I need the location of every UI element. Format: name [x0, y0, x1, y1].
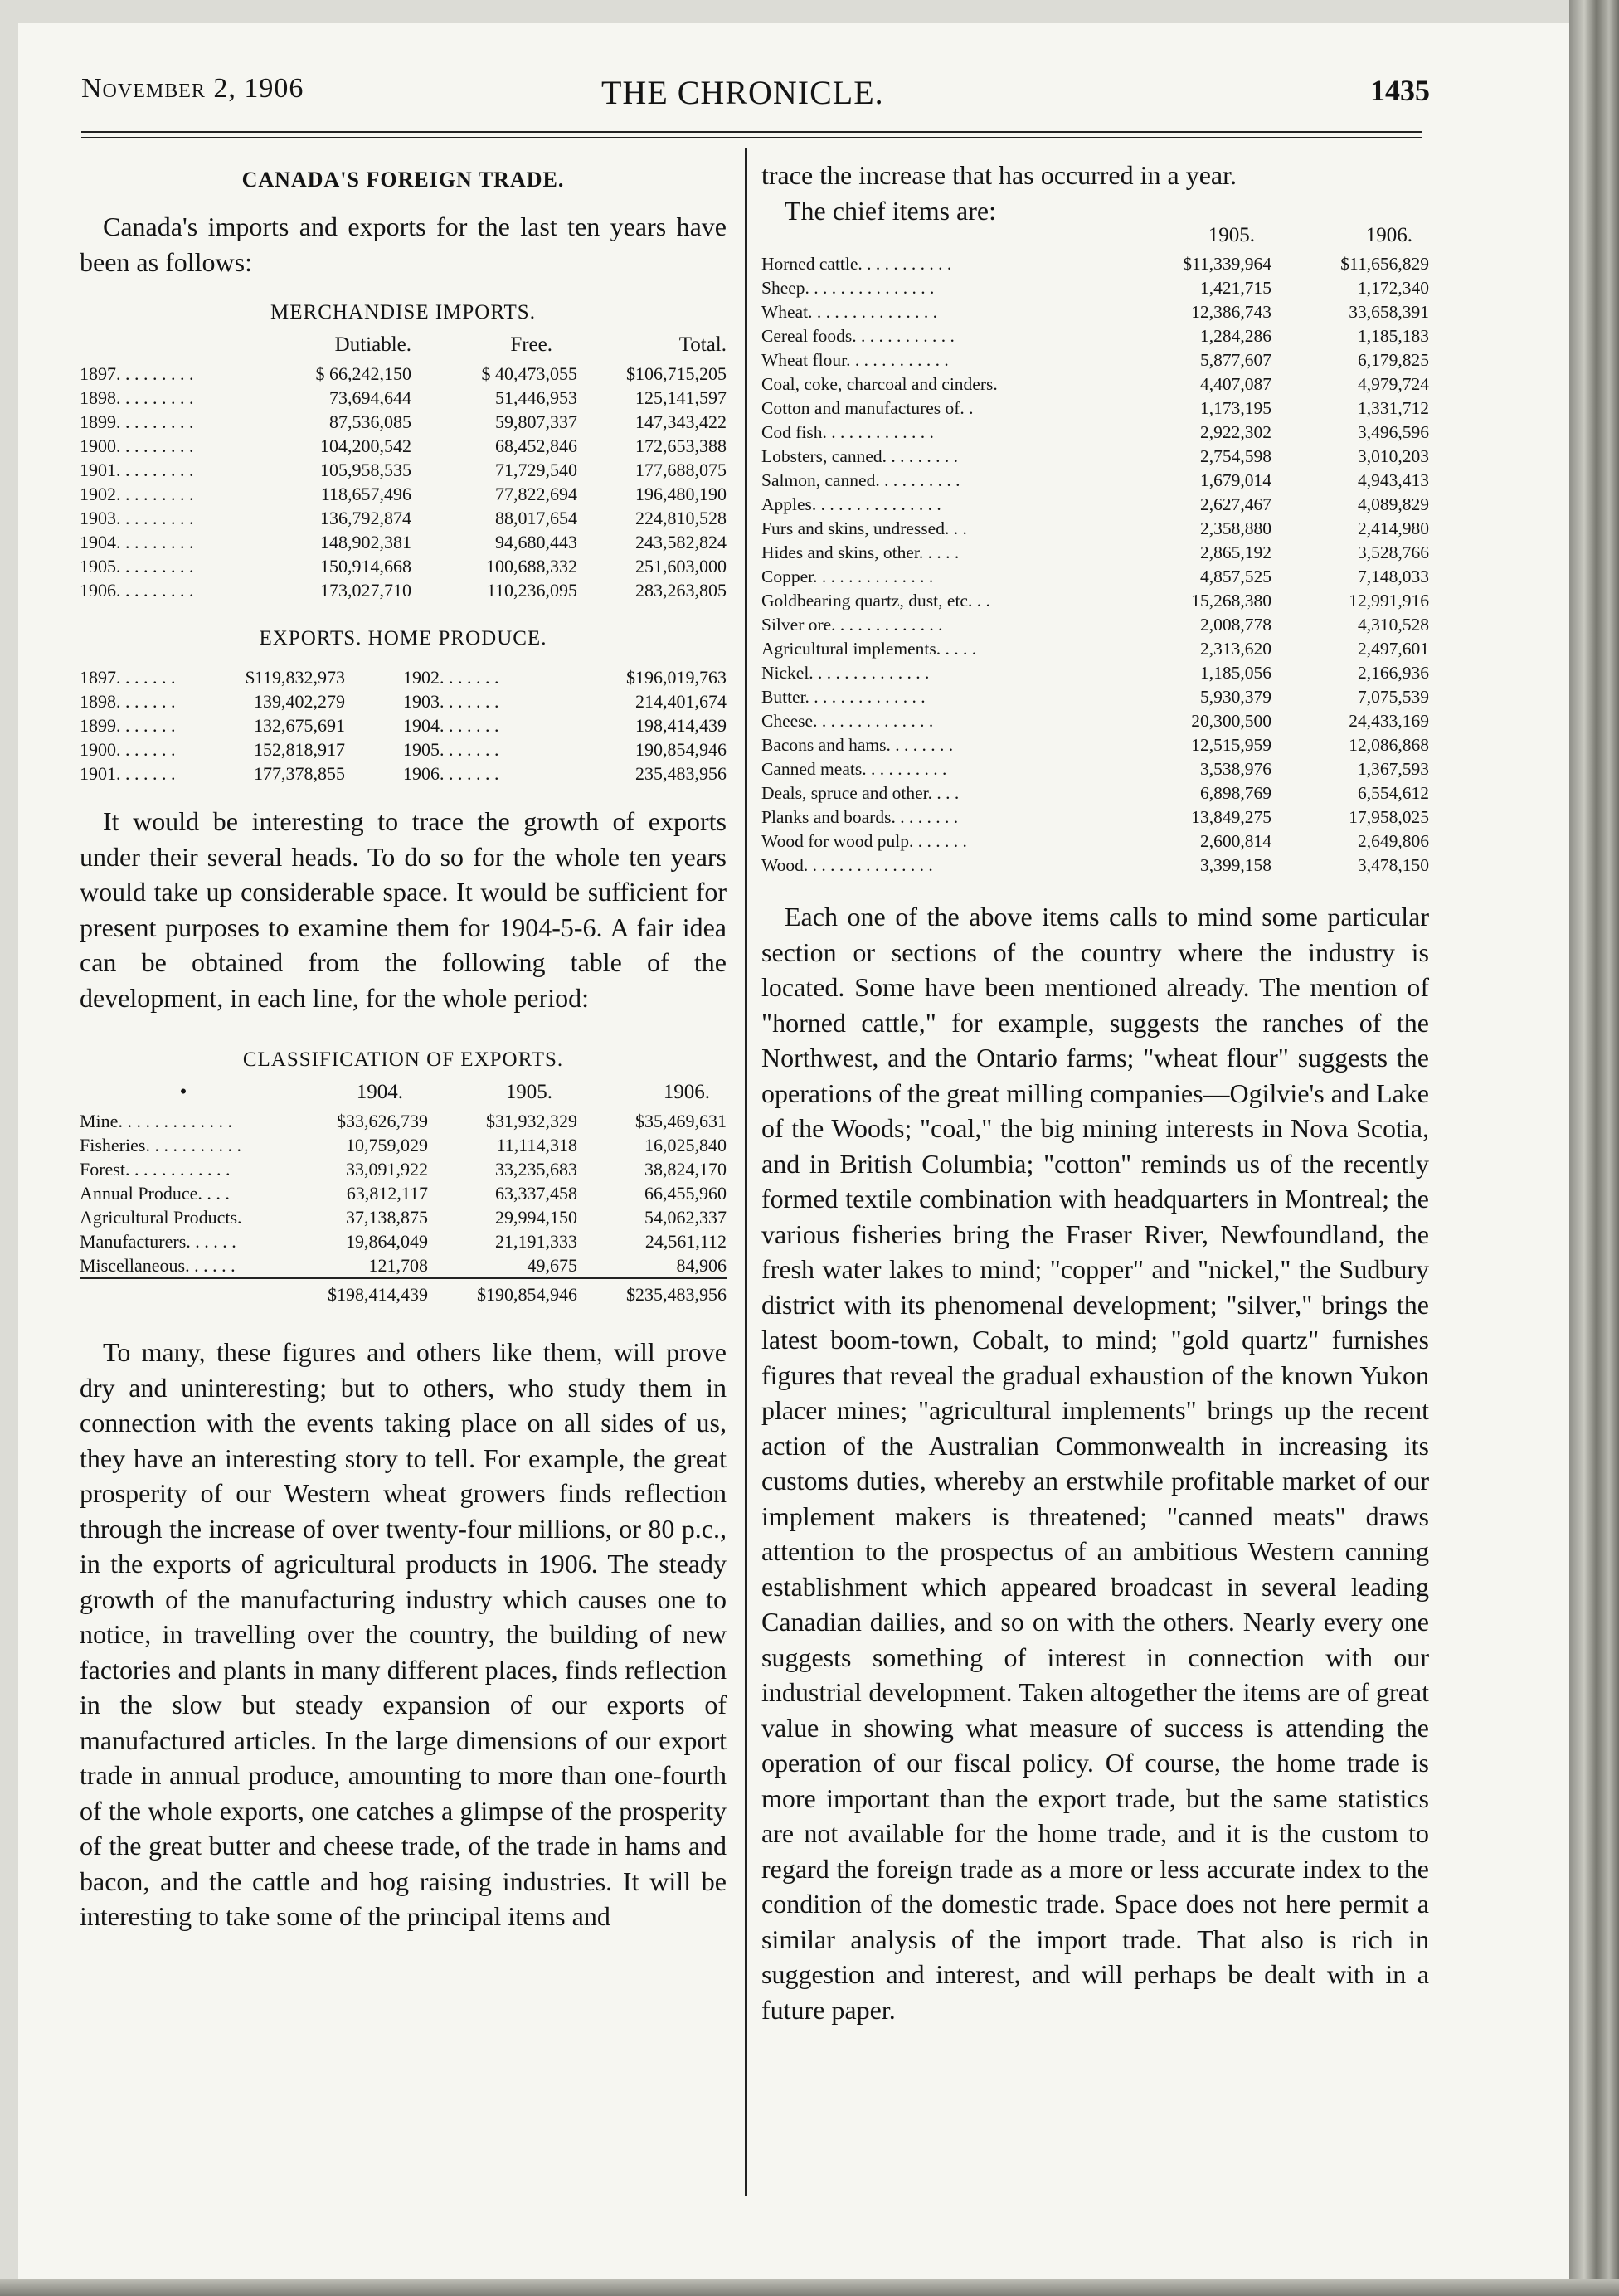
- items-row-label: Salmon, canned. . . . . . . . . .: [761, 470, 960, 490]
- items-row: [761, 854, 1429, 878]
- items-row-label: Wood for wood pulp. . . . . . .: [761, 831, 967, 851]
- imports-row: [80, 554, 727, 578]
- exports-row-v2: 190,854,946: [635, 739, 727, 760]
- imports-row-total: 251,603,000: [635, 556, 727, 576]
- page-bottom-edge: [0, 2279, 1619, 2296]
- items-row-label: Cod fish. . . . . . . . . . . . .: [761, 422, 934, 442]
- imports-row-dutiable: 87,536,085: [329, 411, 411, 432]
- imports-row: [80, 578, 727, 602]
- items-row-label: Wheat flour. . . . . . . . . . . .: [761, 350, 949, 370]
- exports-row-v2: $196,019,763: [626, 667, 727, 688]
- items-row-v2: 24,433,169: [1349, 711, 1429, 731]
- items-row-v2: 4,089,829: [1358, 494, 1429, 514]
- paragraph-items-discussion: Each one of the above items calls to mind some particular section or sections of the country where the industry is located. Some have been mentioned already. The mention of "horned cattle," for example, suggests the ranches of the Northwest, and the Ontario farms; "wheat flour" suggests the operations of the great milling companies—Ogilvie's and Lake of the Woods; "coal," the big mining interests in Nova Scotia, and in British Columbia; "cotton" reminds us of the recently formed textile combination with headquarters in Montreal; the various fisheries bring the Fraser River, Newfoundland, the fresh water lakes to mind; "copper" and "nickel," the Sudbury district with its phenomenal development; "silver," brings the latest boom-town, Cobalt, to mind; "gold quartz" furnishes figures that reveal the gradual exhaustion of the known Yukon placer mines; "agricultural implements" brings up the recent action of the Australian Commonwealth in increasing its customs duties, whereby an erstwhile profitable market of our implement makers is threatened; "canned meats" draws attention to the prospectus of an ambitious Western canning establishment which appeared broadcast in several leading Canadian dailies, and so on with the others. Nearly every one suggests something of interest in connection with our industrial development. Taken altogether the items are of great value in showing what measure of success is attending the operation of our fiscal policy. Of course, the home trade is more important than the export trade, but the same statistics are not available for the home trade, and it is the custom to regard the foreign trade as a more or less accurate index to the condition of the domestic trade. Space does not here permit a similar analysis of the import trade. That also is rich in suggestion and interest, and will perhaps be dealt with in a future paper.: [761, 902, 1429, 2025]
- classification-row-c3: 84,906: [676, 1255, 727, 1276]
- paragraph-continued: trace the increase that has occurred in a year.: [761, 160, 1237, 190]
- imports-row: [80, 458, 727, 482]
- classification-row-c2: 21,191,333: [495, 1231, 577, 1252]
- items-row-v1: $11,339,964: [1183, 254, 1271, 274]
- classification-heading: CLASSIFICATION OF EXPORTS.: [242, 1048, 564, 1071]
- items-row-v2: 12,086,868: [1349, 735, 1429, 755]
- imports-row-dutiable: $ 66,242,150: [315, 363, 411, 384]
- items-row-label: Sheep. . . . . . . . . . . . . . .: [761, 278, 935, 298]
- items-row: [761, 805, 1429, 829]
- imports-row-free: 94,680,443: [495, 532, 577, 552]
- classification-col-1905: 1905.: [505, 1081, 552, 1103]
- exports-row-y1: 1897. . . . . . .: [80, 667, 176, 688]
- items-row: [761, 421, 1429, 445]
- classification-row: [80, 1133, 727, 1157]
- items-col-1906: 1906.: [1365, 224, 1412, 246]
- imports-table: [80, 333, 727, 602]
- header-date: November 2, 1906: [81, 73, 304, 104]
- imports-row-total: 243,582,824: [635, 532, 727, 552]
- classification-row-label: Manufacturers. . . . . .: [80, 1231, 236, 1252]
- items-row-label: Hides and skins, other. . . . .: [761, 542, 960, 562]
- classification-row-c2: 11,114,318: [496, 1135, 577, 1155]
- items-row-v2: 33,658,391: [1349, 302, 1429, 322]
- imports-col-dutiable: Dutiable.: [334, 333, 411, 356]
- imports-row-year: 1899. . . . . . . . .: [80, 411, 194, 432]
- items-row-v1: 15,268,380: [1191, 591, 1271, 610]
- items-row: [761, 396, 1429, 421]
- items-col-1905: 1905.: [1208, 224, 1255, 246]
- items-row-label: Butter. . . . . . . . . . . . . .: [761, 687, 926, 707]
- items-row: [761, 469, 1429, 493]
- items-row-label: Deals, spruce and other. . . .: [761, 783, 960, 803]
- imports-row-total: 196,480,190: [635, 484, 727, 504]
- items-row: [761, 829, 1429, 854]
- items-row-v2: 3,528,766: [1358, 542, 1429, 562]
- items-row-v2: 2,497,601: [1358, 639, 1429, 659]
- imports-row-free: 100,688,332: [486, 556, 577, 576]
- items-row-label: Coal, coke, charcoal and cinders.: [761, 374, 998, 394]
- classification-row-c3: 66,455,960: [644, 1183, 727, 1204]
- items-row-v1: 5,877,607: [1200, 350, 1271, 370]
- items-row-v1: 4,407,087: [1200, 374, 1271, 394]
- exports-row-y2: 1905. . . . . . .: [403, 739, 499, 760]
- items-row: [761, 493, 1429, 517]
- classification-row: [80, 1205, 727, 1229]
- intro-paragraph: Canada's imports and exports for the last ten years have been as follows:: [80, 212, 727, 277]
- imports-row-total: $106,715,205: [626, 363, 727, 384]
- imports-row-total: 224,810,528: [635, 508, 727, 528]
- items-row-v2: 12,991,916: [1349, 591, 1429, 610]
- items-row-v1: 2,008,778: [1200, 615, 1271, 635]
- items-row-v2: 2,649,806: [1358, 831, 1429, 851]
- items-row-v1: 20,300,500: [1191, 711, 1271, 731]
- items-row-v1: 2,358,880: [1200, 518, 1271, 538]
- items-row: [761, 661, 1429, 685]
- imports-row-dutiable: 150,914,668: [320, 556, 411, 576]
- imports-row-free: 59,807,337: [495, 411, 577, 432]
- items-row-v1: 12,386,743: [1191, 302, 1271, 322]
- classification-row-c1: 19,864,049: [346, 1231, 428, 1252]
- exports-row-y1: 1898. . . . . . .: [80, 691, 176, 712]
- items-row-label: Cheese. . . . . . . . . . . . . .: [761, 711, 934, 731]
- imports-row-year: 1900. . . . . . . . .: [80, 435, 194, 456]
- items-row-label: Canned meats. . . . . . . . . .: [761, 759, 947, 779]
- items-row-label: Goldbearing quartz, dust, etc. . .: [761, 591, 990, 610]
- classification-total-1904: $198,414,439: [287, 1278, 428, 1306]
- exports-row-y1: 1901. . . . . . .: [80, 763, 176, 784]
- imports-row: [80, 362, 727, 386]
- items-row-v1: 3,538,976: [1200, 759, 1271, 779]
- items-row: [761, 637, 1429, 661]
- exports-row: [80, 761, 727, 786]
- classification-row-c1: 37,138,875: [346, 1207, 428, 1228]
- classification-row-c2: 29,994,150: [495, 1207, 577, 1228]
- items-row-label: Copper. . . . . . . . . . . . . .: [761, 567, 934, 586]
- imports-row: [80, 506, 727, 530]
- items-row-v1: 1,185,056: [1200, 663, 1271, 683]
- exports-row-v2: 198,414,439: [635, 715, 727, 736]
- imports-row-year: 1902. . . . . . . . .: [80, 484, 194, 504]
- imports-row-total: 177,688,075: [635, 460, 727, 480]
- imports-row-dutiable: 136,792,874: [320, 508, 411, 528]
- exports-row-y2: 1903. . . . . . .: [403, 691, 499, 712]
- imports-row-dutiable: 173,027,710: [320, 580, 411, 601]
- items-row-v2: 2,414,980: [1358, 518, 1429, 538]
- items-row: [761, 733, 1429, 757]
- paragraph-figures: To many, these figures and others like them, will prove dry and uninteresting; but to others, who study them in connection with the events taking place on all sides of us, they have an interesting story to tell. For example, the great prosperity of our Western wheat growers finds reflection through the increase of over twenty-four millions, or 80 p.c., in the exports of agricultural products in 1906. The steady growth of the manufacturing industry which causes one to notice, in travelling over the country, the building of new factories and plants in many different places, finds reflection in the slow but steady expansion of our exports of manufactured articles. In the large dimensions of our export trade in annual produce, amounting to more than one-fourth of the whole exports, one catches a glimpse of the prosperity of the great butter and cheese trade, of the trade in hams and bacon, and the cattle and hog raising industries. It will be interesting to take some of the principal items and: [80, 1337, 727, 1931]
- imports-row-total: 172,653,388: [635, 435, 727, 456]
- items-row: [761, 276, 1429, 300]
- classification-row: [80, 1229, 727, 1253]
- items-row: [761, 300, 1429, 324]
- items-row-v1: 1,284,286: [1200, 326, 1271, 346]
- exports-row-y2: 1906. . . . . . .: [403, 763, 499, 784]
- chief-items-table: [761, 223, 1429, 878]
- classification-row: [80, 1109, 727, 1133]
- items-row-v1: 2,922,302: [1200, 422, 1271, 442]
- items-row-v1: 2,865,192: [1200, 542, 1271, 562]
- classification-row-c3: 16,025,840: [644, 1135, 727, 1155]
- items-row-label: Agricultural implements. . . . .: [761, 639, 977, 659]
- imports-row-dutiable: 105,958,535: [320, 460, 411, 480]
- items-row-v2: 1,367,593: [1358, 759, 1429, 779]
- items-row: [761, 541, 1429, 565]
- imports-row-year: 1903. . . . . . . . .: [80, 508, 194, 528]
- items-row-v2: 4,310,528: [1358, 615, 1429, 635]
- imports-row-free: 88,017,654: [495, 508, 577, 528]
- article-title: CANADA'S FOREIGN TRADE.: [241, 168, 565, 192]
- imports-row-total: 283,263,805: [635, 580, 727, 601]
- column-divider: [745, 148, 747, 2196]
- classification-table: [80, 1080, 727, 1306]
- items-row-v1: 4,857,525: [1200, 567, 1271, 586]
- exports-row-v2: 235,483,956: [635, 763, 727, 784]
- header-rule-thin: [81, 137, 1422, 138]
- classification-row-label: Forest. . . . . . . . . . . .: [80, 1159, 231, 1180]
- header-title: THE CHRONICLE.: [601, 74, 884, 111]
- imports-row-free: 71,729,540: [495, 460, 577, 480]
- items-row-v2: 3,478,150: [1358, 855, 1429, 875]
- classification-row-c1: 121,708: [368, 1255, 428, 1276]
- classification-row: [80, 1181, 727, 1205]
- items-row-v1: 1,421,715: [1200, 278, 1271, 298]
- chief-items-intro: The chief items are:: [785, 195, 996, 226]
- items-row-v2: $11,656,829: [1340, 254, 1429, 274]
- items-row-label: Bacons and hams. . . . . . . .: [761, 735, 954, 755]
- items-row-label: Silver ore. . . . . . . . . . . . .: [761, 615, 943, 635]
- imports-row: [80, 386, 727, 410]
- classification-row: [80, 1253, 727, 1278]
- imports-row-free: 51,446,953: [495, 387, 577, 408]
- classification-row-label: Mine. . . . . . . . . . . . .: [80, 1111, 232, 1131]
- page-number: 1435: [1370, 74, 1430, 107]
- classification-row-label: Miscellaneous. . . . . .: [80, 1255, 236, 1276]
- classification-col-1904: 1904.: [356, 1081, 403, 1103]
- classification-row-label: Agricultural Products.: [80, 1207, 242, 1228]
- classification-row-c3: 38,824,170: [644, 1159, 727, 1180]
- items-row: [761, 613, 1429, 637]
- imports-col-total: Total.: [678, 333, 727, 356]
- items-row: [761, 781, 1429, 805]
- imports-row: [80, 530, 727, 554]
- classification-col-1906: 1906.: [663, 1081, 710, 1103]
- items-row-label: Apples. . . . . . . . . . . . . . .: [761, 494, 941, 514]
- classification-row-label: Fisheries. . . . . . . . . . .: [80, 1135, 241, 1155]
- classification-row-c3: $35,469,631: [635, 1111, 727, 1131]
- items-row-v2: 2,166,936: [1358, 663, 1429, 683]
- exports-row-y2: 1902. . . . . . .: [403, 667, 499, 688]
- items-row: [761, 709, 1429, 733]
- exports-row-v1: 139,402,279: [254, 691, 345, 712]
- classification-row: [80, 1157, 727, 1181]
- exports-row-y1: 1899. . . . . . .: [80, 715, 176, 736]
- exports-row-y2: 1904. . . . . . .: [403, 715, 499, 736]
- items-row: [761, 445, 1429, 469]
- items-row-label: Wheat. . . . . . . . . . . . . . .: [761, 302, 937, 322]
- imports-row: [80, 482, 727, 506]
- classification-row-c2: 63,337,458: [495, 1183, 577, 1204]
- items-row-label: Lobsters, canned. . . . . . . . .: [761, 446, 959, 466]
- imports-row-total: 125,141,597: [635, 387, 727, 408]
- items-row-v2: 1,185,183: [1358, 326, 1429, 346]
- imports-row-free: $ 40,473,055: [481, 363, 577, 384]
- classification-row-c2: 33,235,683: [495, 1159, 577, 1180]
- imports-row-year: 1898. . . . . . . . .: [80, 387, 194, 408]
- items-row-v1: 13,849,275: [1191, 807, 1271, 827]
- imports-row-year: 1904. . . . . . . . .: [80, 532, 194, 552]
- items-row-v1: 3,399,158: [1200, 855, 1271, 875]
- classification-total-1906: $235,483,956: [577, 1278, 727, 1306]
- items-row: [761, 517, 1429, 541]
- items-row-v1: 2,754,598: [1200, 446, 1271, 466]
- imports-row-year: 1897. . . . . . . . .: [80, 363, 194, 384]
- items-row: [761, 757, 1429, 781]
- items-row-v2: 1,172,340: [1358, 278, 1429, 298]
- left-column: [80, 158, 727, 1934]
- items-row-v1: 6,898,769: [1200, 783, 1271, 803]
- right-column: [761, 158, 1429, 2027]
- items-row-v2: 7,148,033: [1358, 567, 1429, 586]
- items-row-v2: 4,979,724: [1358, 374, 1429, 394]
- imports-col-free: Free.: [510, 333, 552, 356]
- items-row-v1: 2,627,467: [1200, 494, 1271, 514]
- exports-row: [80, 665, 727, 689]
- imports-row-dutiable: 148,902,381: [320, 532, 411, 552]
- classification-row-c2: 49,675: [527, 1255, 577, 1276]
- items-row-v1: 2,600,814: [1200, 831, 1271, 851]
- items-row-v2: 6,554,612: [1358, 783, 1429, 803]
- imports-row-free: 68,452,846: [495, 435, 577, 456]
- classification-row-c1: 33,091,922: [346, 1159, 428, 1180]
- exports-row-v1: 132,675,691: [254, 715, 345, 736]
- classification-row-c2: $31,932,329: [486, 1111, 577, 1131]
- exports-row-y1: 1900. . . . . . .: [80, 739, 176, 760]
- classification-marker: •: [179, 1081, 187, 1103]
- imports-row-total: 147,343,422: [635, 411, 727, 432]
- items-row: [761, 324, 1429, 348]
- items-row-v1: 1,679,014: [1200, 470, 1271, 490]
- items-row-v1: 5,930,379: [1200, 687, 1271, 707]
- exports-heading: EXPORTS. HOME PRODUCE.: [259, 627, 547, 649]
- items-row: [761, 565, 1429, 589]
- items-row: [761, 348, 1429, 372]
- items-row-v2: 6,179,825: [1358, 350, 1429, 370]
- imports-row-dutiable: 118,657,496: [320, 484, 411, 504]
- imports-row-year: 1901. . . . . . . . .: [80, 460, 194, 480]
- items-row: [761, 589, 1429, 613]
- classification-row-c1: $33,626,739: [337, 1111, 428, 1131]
- paragraph-growth: It would be interesting to trace the growth of exports under their several heads. To do so for the whole ten years would take up considerable space. It would be sufficient for present purposes to examine them for 1904-5-6. A fair idea can be obtained from the following table of the development, in each line, for the whole period:: [80, 806, 727, 1013]
- imports-row-year: 1906. . . . . . . . .: [80, 580, 194, 601]
- items-row-v1: 1,173,195: [1200, 398, 1271, 418]
- exports-row-v1: $119,832,973: [245, 667, 345, 688]
- items-row-label: Planks and boards. . . . . . . .: [761, 807, 959, 827]
- imports-row: [80, 434, 727, 458]
- items-row-v2: 7,075,539: [1358, 687, 1429, 707]
- items-row-label: Furs and skins, undressed. . .: [761, 518, 967, 538]
- exports-row-v1: 177,378,855: [254, 763, 345, 784]
- imports-row-free: 110,236,095: [486, 580, 577, 601]
- items-row-label: Wood. . . . . . . . . . . . . . .: [761, 855, 933, 875]
- exports-row-v2: 214,401,674: [635, 691, 727, 712]
- items-row-v2: 3,496,596: [1358, 422, 1429, 442]
- classification-row-c1: 10,759,029: [346, 1135, 428, 1155]
- items-row-v1: 2,313,620: [1200, 639, 1271, 659]
- items-row-v2: 1,331,712: [1358, 398, 1429, 418]
- imports-row: [80, 410, 727, 434]
- items-row-label: Horned cattle. . . . . . . . . . .: [761, 254, 952, 274]
- imports-heading: MERCHANDISE IMPORTS.: [270, 301, 536, 323]
- items-row: [761, 372, 1429, 396]
- header-rule: [81, 131, 1422, 133]
- classification-row-c3: 24,561,112: [644, 1231, 727, 1252]
- items-row-v2: 17,958,025: [1349, 807, 1429, 827]
- items-row-v2: 3,010,203: [1358, 446, 1429, 466]
- exports-row-v1: 152,818,917: [254, 739, 345, 760]
- classification-total-1905: $190,854,946: [428, 1278, 577, 1306]
- classification-row-c1: 63,812,117: [346, 1183, 428, 1204]
- items-row-v2: 4,943,413: [1358, 470, 1429, 490]
- imports-row-free: 77,822,694: [495, 484, 577, 504]
- imports-row-dutiable: 73,694,644: [329, 387, 411, 408]
- imports-row-dutiable: 104,200,542: [320, 435, 411, 456]
- exports-table: [80, 665, 727, 786]
- classification-row-label: Annual Produce. . . .: [80, 1183, 230, 1204]
- items-row-v1: 12,515,959: [1191, 735, 1271, 755]
- classification-row-c3: 54,062,337: [644, 1207, 727, 1228]
- items-row-label: Nickel. . . . . . . . . . . . . .: [761, 663, 930, 683]
- imports-row-year: 1905. . . . . . . . .: [80, 556, 194, 576]
- items-row-label: Cotton and manufactures of. .: [761, 398, 974, 418]
- items-row: [761, 685, 1429, 709]
- exports-row: [80, 737, 727, 761]
- items-row: [761, 252, 1429, 276]
- items-row-label: Cereal foods. . . . . . . . . . . .: [761, 326, 955, 346]
- exports-row: [80, 713, 727, 737]
- book-edge: [1569, 0, 1619, 2296]
- exports-row: [80, 689, 727, 713]
